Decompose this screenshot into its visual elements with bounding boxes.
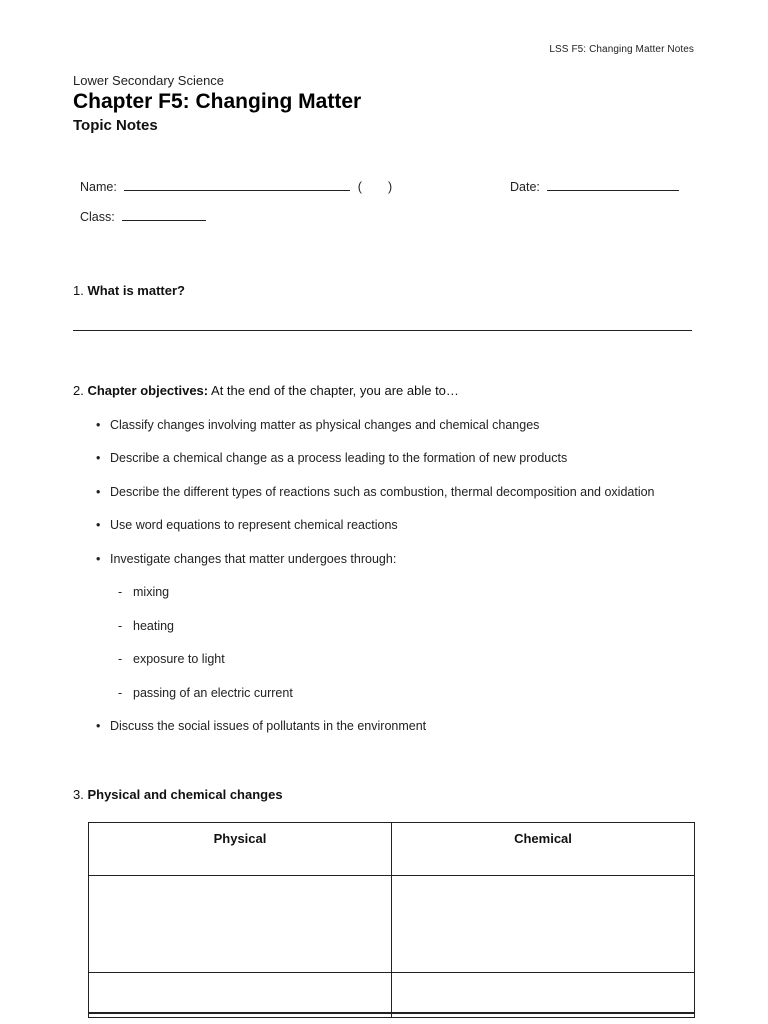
- objective-text: Discuss the social issues of pollutants in the environment: [110, 719, 427, 733]
- changes-table: [88, 822, 695, 1018]
- question-3-number: 3.: [73, 787, 84, 802]
- physical-column-header: Physical: [89, 823, 392, 876]
- running-header: LSS F5: Changing Matter Notes: [549, 44, 694, 55]
- question-3: [73, 787, 283, 802]
- objective-text: Describe a chemical change as a process leading to the formation of new products: [110, 451, 568, 465]
- question-1-text: What is matter?: [87, 283, 185, 298]
- question-1: [73, 283, 185, 298]
- bullet-dot-icon: •: [96, 552, 101, 566]
- register-number-close: ): [387, 180, 393, 194]
- sub-item-text: mixing: [133, 585, 170, 599]
- sub-item: [118, 686, 293, 700]
- dash-icon: -: [118, 686, 123, 700]
- bullet-dot-icon: •: [96, 451, 101, 465]
- question-2-number: 2.: [73, 383, 84, 398]
- sub-item: [118, 652, 225, 666]
- name-field[interactable]: [80, 178, 392, 194]
- table-row: [89, 973, 695, 1018]
- objective-text: Describe the different types of reactions such as combustion, thermal decomposition and oxidation: [110, 485, 655, 499]
- date-label: Date:: [510, 180, 540, 194]
- name-label: Name:: [80, 180, 117, 194]
- question-1-answer-line[interactable]: [73, 330, 692, 331]
- chemical-cell[interactable]: [392, 876, 695, 973]
- objective-item: [96, 485, 655, 499]
- objective-text: Classify changes involving matter as physical changes and chemical changes: [110, 418, 540, 432]
- subject-label: Lower Secondary Science: [73, 73, 225, 88]
- objective-item: [96, 518, 398, 532]
- dash-icon: -: [118, 619, 123, 633]
- sub-item-text: heating: [133, 619, 175, 633]
- dash-icon: -: [118, 585, 123, 599]
- table-bottom-rule: [88, 1012, 695, 1014]
- table-row: [89, 876, 695, 973]
- sub-item-text: exposure to light: [133, 652, 225, 666]
- class-blank[interactable]: [122, 208, 206, 221]
- objective-text: Use word equations to represent chemical reactions: [110, 518, 398, 532]
- sub-item: [118, 619, 174, 633]
- bullet-dot-icon: •: [96, 719, 101, 733]
- question-3-text: Physical and chemical changes: [87, 787, 283, 802]
- date-blank[interactable]: [547, 178, 679, 191]
- objective-item: [96, 719, 426, 733]
- bullet-dot-icon: •: [96, 518, 101, 532]
- dash-icon: -: [118, 652, 123, 666]
- question-1-number: 1.: [73, 283, 84, 298]
- class-field[interactable]: [80, 208, 206, 224]
- topic-notes-subtitle: Topic Notes: [73, 117, 158, 134]
- question-2: [73, 383, 459, 398]
- register-number-open: (: [357, 180, 362, 194]
- objective-text: Investigate changes that matter undergoes through:: [110, 552, 397, 566]
- objective-item: [96, 552, 396, 566]
- physical-cell[interactable]: [89, 973, 392, 1018]
- chapter-title: Chapter F5: Changing Matter: [73, 90, 362, 113]
- name-blank[interactable]: [124, 178, 350, 191]
- objective-item: [96, 451, 567, 465]
- question-2-intro: At the end of the chapter, you are able to…: [208, 383, 459, 398]
- chemical-column-header: Chemical: [392, 823, 695, 876]
- bullet-dot-icon: •: [96, 485, 101, 499]
- sub-item-text: passing of an electric current: [133, 686, 293, 700]
- physical-cell[interactable]: [89, 876, 392, 973]
- bullet-dot-icon: •: [96, 418, 101, 432]
- chemical-cell[interactable]: [392, 973, 695, 1018]
- sub-item: [118, 585, 169, 599]
- date-field[interactable]: [510, 178, 679, 194]
- question-2-heading: Chapter objectives:: [87, 383, 209, 398]
- class-label: Class:: [80, 210, 115, 224]
- table-header-row: [89, 823, 695, 876]
- objective-item: [96, 418, 539, 432]
